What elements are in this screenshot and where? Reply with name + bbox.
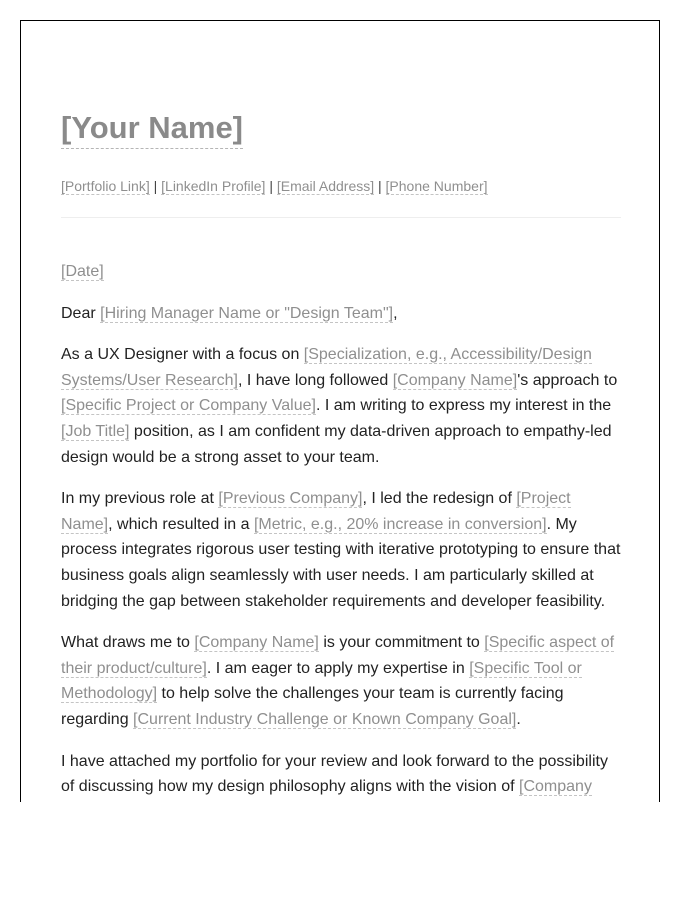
contact-separator: | [265, 178, 277, 194]
contact-separator: | [149, 178, 162, 194]
paragraph-text: As a UX Designer with a focus on [61, 346, 304, 364]
paragraph-text: 's approach to [517, 371, 618, 389]
paragraph-text: In my previous role at [61, 490, 219, 508]
paragraph-text: position, as I am confident my data-driven approach to empathy-led design would be a strong asset to your team. [61, 422, 612, 466]
paragraph-text: . [516, 710, 521, 728]
specialization-placeholder[interactable]: [Specialization, e.g., Accessibility/Design Systems/User Research] [61, 346, 592, 389]
product-culture-placeholder[interactable]: [Specific aspect of their product/culture] [61, 634, 615, 677]
email-address-placeholder[interactable]: [Email Address] [276, 178, 375, 194]
paragraph-motivation [61, 630, 623, 732]
paragraph-text: , I led the redesign of [362, 490, 517, 508]
date-line [61, 259, 623, 285]
previous-company-placeholder[interactable]: [Previous Company] [218, 490, 363, 508]
date-placeholder[interactable]: [Date] [61, 263, 104, 280]
letter-body [61, 259, 623, 802]
tool-methodology-placeholder[interactable]: [Specific Tool or Methodology] [61, 659, 582, 703]
paragraph-closing [61, 749, 623, 800]
paragraph-text: . I am eager to apply my expertise in [206, 659, 470, 677]
project-name-placeholder[interactable]: [Project Name] [61, 490, 571, 533]
salutation-prefix: Dear [61, 304, 101, 322]
applicant-name-placeholder[interactable]: [Your Name] [61, 108, 243, 149]
contact-line [61, 176, 488, 196]
paragraph-text: is your commitment to [318, 634, 485, 652]
metric-placeholder[interactable]: [Metric, e.g., 20% increase in conversion] [253, 515, 547, 533]
paragraph-text: . I am writing to express my interest in the [315, 397, 612, 415]
paragraph-experience [61, 486, 623, 614]
paragraph-intro [61, 342, 623, 470]
salutation-suffix: , [393, 304, 398, 322]
paragraph-text: What draws me to [61, 634, 195, 652]
paragraph-text: . My process integrates rigorous user testing with iterative prototyping to ensure that business goals align seamlessly with user needs. I am particularly skilled at bridging the gap between stakeholder requirements and developer feasibility. [61, 515, 621, 610]
linkedin-profile-placeholder[interactable]: [LinkedIn Profile] [161, 178, 266, 194]
document-page [20, 20, 660, 802]
salutation [61, 301, 623, 327]
paragraph-text: , which resulted in a [108, 515, 254, 533]
paragraph-text: , I have long followed [237, 371, 393, 389]
header-divider [61, 217, 621, 218]
company-name-placeholder[interactable]: [Company Name] [194, 634, 319, 652]
portfolio-link-placeholder[interactable]: [Portfolio Link] [61, 178, 150, 194]
contact-separator: | [374, 178, 386, 194]
phone-number-placeholder[interactable]: [Phone Number] [385, 178, 488, 194]
paragraph-text: to help solve the challenges your team is currently facing regarding [61, 685, 564, 728]
job-title-placeholder[interactable]: [Job Title] [61, 422, 130, 440]
paragraph-text: I have attached my portfolio for your review and look forward to the possibility of discussing how my design philosophy aligns with the vision of [61, 752, 608, 796]
company-name-placeholder[interactable]: [Company Name] [392, 371, 518, 389]
company-name-placeholder[interactable]: [Company [519, 778, 592, 796]
recipient-placeholder[interactable]: [Hiring Manager Name or "Design Team"] [100, 304, 394, 322]
industry-challenge-placeholder[interactable]: [Current Industry Challenge or Known Company Goal] [133, 710, 517, 728]
project-or-value-placeholder[interactable]: [Specific Project or Company Value] [61, 397, 316, 415]
